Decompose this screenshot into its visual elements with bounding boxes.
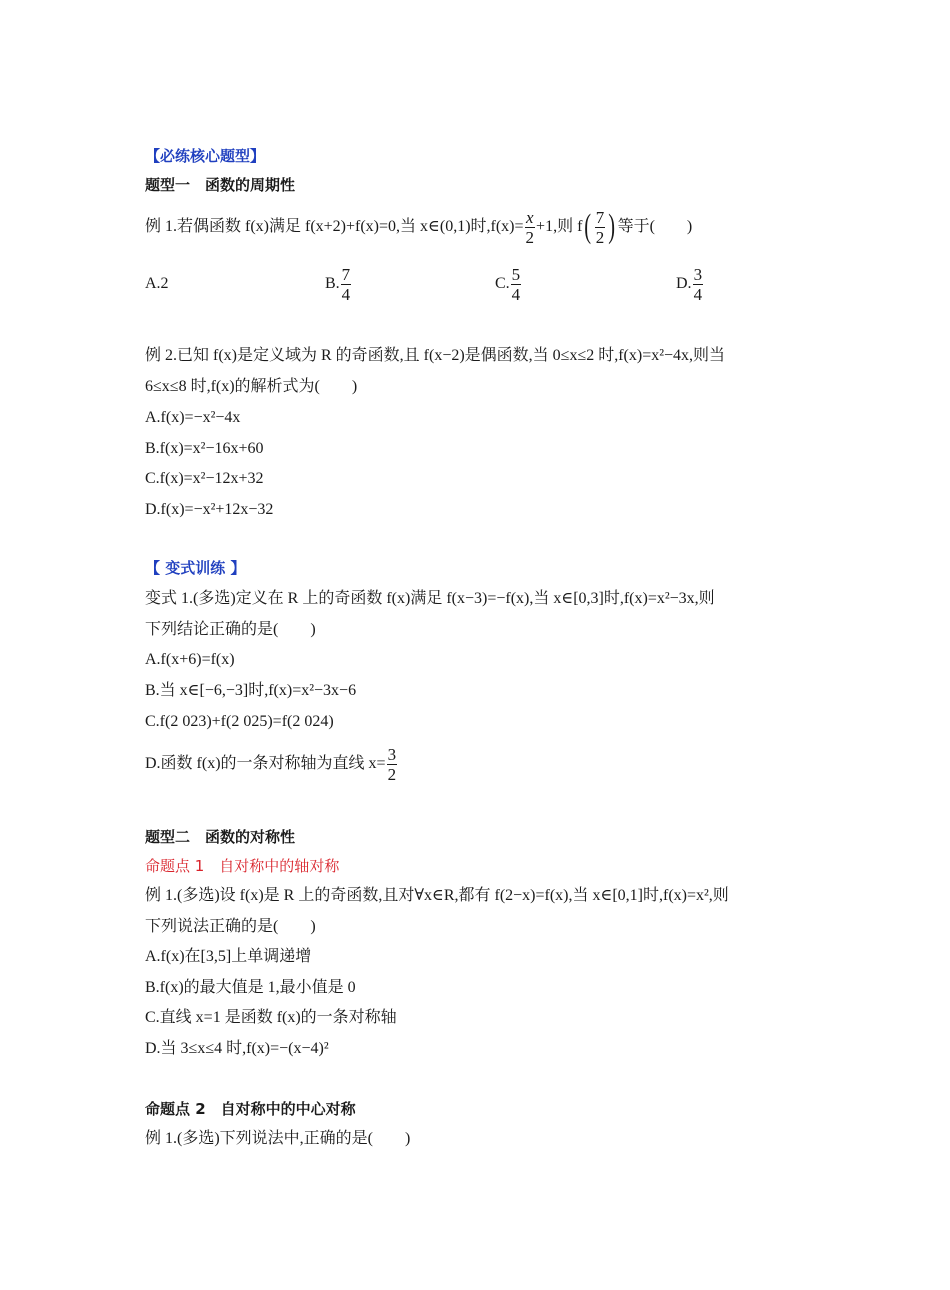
- point1-ex1-option-a: A.f(x)在[3,5]上单调递增: [145, 948, 312, 965]
- variant-heading: 【 变式训练 】: [145, 559, 246, 577]
- point1-ex1-line1: 例 1.(多选)设 f(x)是 R 上的奇函数,且对∀x∈R,都有 f(2−x)=f(x),当 x∈[0,1]时,f(x)=x²,则: [145, 887, 729, 904]
- ex1-option-c: C. $\frac{5}{4}$: [495, 264, 521, 304]
- point1-ex1-option-c: C.直线 x=1 是函数 f(x)的一条对称轴: [145, 1009, 397, 1026]
- type2-heading: 题型二 函数的对称性: [145, 828, 296, 846]
- ex2-option-b: B.f(x)=x²−16x+60: [145, 440, 264, 457]
- ex1-stem-c: 等于( ): [617, 218, 693, 235]
- ex2-line1: 例 2.已知 f(x)是定义域为 R 的奇函数,且 f(x−2)是偶函数,当 0≤x≤2 时,f(x)=x²−4x,则当: [145, 347, 726, 364]
- ex1-stem-b: +1,则 f: [536, 218, 583, 235]
- variant1-option-b: B.当 x∈[−6,−3]时,f(x)=x²−3x−6: [145, 682, 357, 699]
- ex1-stem-a: 例 1.若偶函数 f(x)满足 f(x+2)+f(x)=0,当 x∈(0,1)时,f(x)=: [145, 218, 524, 235]
- left-paren-glyph: (: [584, 208, 592, 246]
- ex2-option-a: A.f(x)=−x²−4x: [145, 409, 241, 426]
- ex1-stem: [145, 205, 692, 249]
- type1-heading: 题型一 函数的周期性: [145, 176, 296, 194]
- point2-heading: 命题点 2 自对称中的中心对称: [145, 1100, 356, 1118]
- ex2-option-c: C.f(x)=x²−12x+32: [145, 470, 264, 487]
- variant1-option-c: C.f(2 023)+f(2 025)=f(2 024): [145, 713, 334, 730]
- variant1-line2: 下列结论正确的是( ): [145, 621, 316, 638]
- variant1-line1: 变式 1.(多选)定义在 R 上的奇函数 f(x)满足 f(x−3)=−f(x),当 x∈[0,3]时,f(x)=x²−3x,则: [145, 590, 715, 607]
- ex1-fraction-7-over-2: $\frac{7}{2}$: [595, 207, 605, 247]
- variant1-option-d: D.函数 f(x)的一条对称轴为直线 x= $\frac{3}{2}$: [145, 744, 397, 784]
- point1-ex1-option-d: D.当 3≤x≤4 时,f(x)=−(x−4)²: [145, 1040, 329, 1057]
- ex2-option-d: D.f(x)=−x²+12x−32: [145, 501, 274, 518]
- ex1-fraction-x-over-2: $\frac{x}{2}$: [525, 207, 535, 247]
- right-paren-glyph: ): [608, 208, 616, 246]
- ex1-option-a: A.2: [145, 275, 169, 292]
- point2-ex1-line1: 例 1.(多选)下列说法中,正确的是( ): [145, 1130, 411, 1147]
- core-heading: 【必练核心题型】: [145, 147, 266, 165]
- point1-ex1-option-b: B.f(x)的最大值是 1,最小值是 0: [145, 979, 356, 996]
- ex2-line2: 6≤x≤8 时,f(x)的解析式为( ): [145, 378, 358, 395]
- ex1-option-d: D. $\frac{3}{4}$: [676, 264, 703, 304]
- ex1-option-b: B. $\frac{7}{4}$: [325, 264, 351, 304]
- variant1-option-a: A.f(x+6)=f(x): [145, 651, 235, 668]
- point1-heading: 命题点 1 自对称中的轴对称: [145, 857, 340, 875]
- point1-ex1-line2: 下列说法正确的是( ): [145, 918, 316, 935]
